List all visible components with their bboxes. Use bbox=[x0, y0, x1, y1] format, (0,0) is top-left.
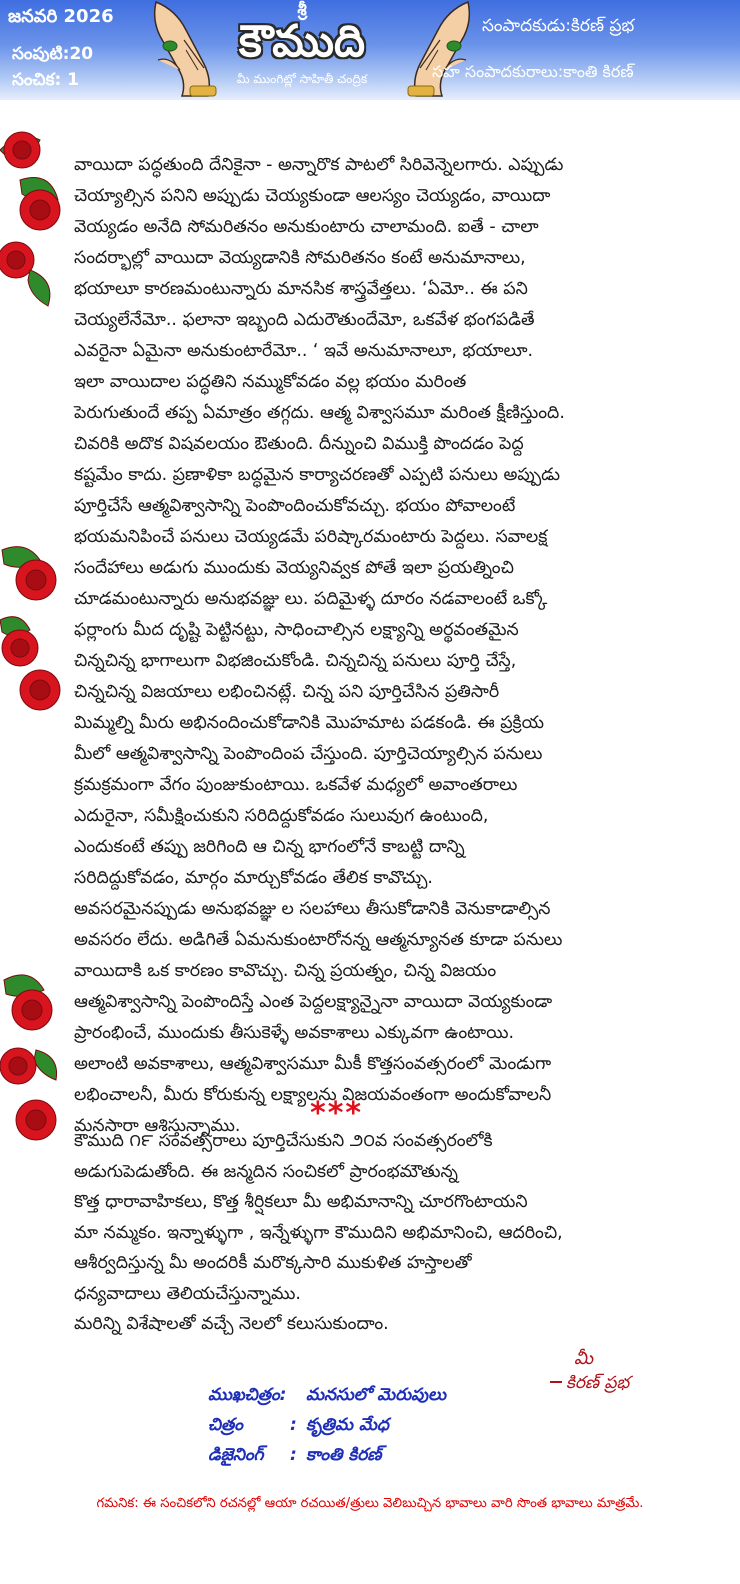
disclaimer-note: గమనిక: ఈ సంచికలోని రచనల్లో ఆయా రచయిత/త్రులు వెలిబుచ్చిన భావాలు వారి సొంత భావాలు మాత్రమే. bbox=[96, 1496, 644, 1511]
text-line: కౌముది ౧౯ సంవత్సరాలు పూర్తిచేసుకుని ౨౦వ సంవత్సరంలోకి bbox=[74, 1131, 493, 1151]
logo-sri: శ్రీ bbox=[297, 0, 307, 20]
text-line: సరిదిద్దుకోవడం, మార్గం మార్చుకోవడం తేలిక కావొచ్చు. bbox=[74, 868, 433, 888]
red-roses-decoration bbox=[0, 110, 62, 310]
text-line: అవసరమైనప్పుడు అనుభవజ్ఞు ల సలహాలు తీసుకోడానికి వెనుకాడాల్సిన bbox=[74, 899, 551, 919]
text-line: ఇలా వాయిదాల పద్ధతిని నమ్ముకోవడం వల్ల భయం మరింత bbox=[74, 372, 467, 392]
text-line: వాయిదా పద్ధతుంది దేనికైనా - అన్నారొక పాటలో సిరివెన్నెలగారు. ఎప్పుడు bbox=[74, 155, 564, 175]
text-line: మిమ్మల్ని మీరు అభినందించుకోడానికి మొహమాట పడకండి. ఈ ప్రక్రియ bbox=[74, 713, 545, 733]
red-roses-decoration bbox=[0, 540, 62, 720]
text-line: అలాంటి అవకాశాలు, ఆత్మవిశ్వాసమూ మీకీ కొత్తసంవత్సరంలో మెండుగా bbox=[74, 1054, 552, 1074]
credit-row bbox=[208, 1380, 446, 1410]
text-line: ధన్యవాదాలు తెలియచేస్తున్నాము. bbox=[74, 1283, 301, 1304]
signature-line-1: మీ bbox=[574, 1348, 594, 1369]
credit-label: ముఖచిత్రం: bbox=[208, 1385, 287, 1405]
credit-value: కృత్రిమ మేధ bbox=[306, 1415, 389, 1435]
credit-label: చిత్రం bbox=[208, 1415, 243, 1435]
text-line: సందేహాలు అడుగు ముందుకు వెయ్యనివ్వక పోతే ఇలా ప్రయత్నించి bbox=[74, 558, 514, 578]
credit-value: మనసులో మెరుపులు bbox=[306, 1385, 446, 1405]
credit-row bbox=[208, 1440, 446, 1470]
text-line: పెరుగుతుందే తప్ప ఏమాత్రం తగ్గదు. ఆత్మ విశ్వాసమూ మరింత క్షీణిస్తుంది. bbox=[74, 403, 565, 423]
editorial-paragraph-2 bbox=[74, 1126, 736, 1340]
text-line: మరిన్ని విశేషాలతో వచ్చే నెలలో కలుసుకుందాం. bbox=[74, 1314, 389, 1334]
text-line: మనసారా ఆశిస్తున్నాము. bbox=[74, 1116, 241, 1136]
text-line: చెయ్యలేనేమో.. ఫలానా ఇబ్బంది ఎదురౌతుందేమో, ఒకవేళ భంగపడితే bbox=[74, 310, 535, 330]
text-line: చెయ్యాల్సిన పనిని అప్పుడు చెయ్యకుండా ఆలస్యం చెయ్యడం, వాయిదా bbox=[74, 186, 551, 206]
magazine-header bbox=[0, 0, 740, 100]
text-line: సందర్భాల్లో వాయిదా వెయ్యడానికి సోమరితనం కంటే అనుమానాలు, bbox=[74, 248, 526, 268]
text-line: భయమనిపించే పనులు చెయ్యడమే పరిష్కారమంటారు పెద్దలు. సవాలక్ష bbox=[74, 527, 548, 547]
text-line: ఎవరైనా ఏమైనా అనుకుంటారేమో.. ‘ ఇవే అనుమానాలూ, భయాలూ. bbox=[74, 341, 533, 361]
text-line: కష్టమేం కాదు. ప్రణాళికా బద్ధమైన కార్యాచరణతో ఎప్పటి పనులు అప్పుడు bbox=[74, 465, 561, 485]
text-line: ఎదురైనా, సమీక్షించుకుని సరిదిద్దుకోవడం సులువుగ ఉంటుంది, bbox=[74, 806, 489, 826]
text-line: అవసరం లేదు. అడిగితే ఏమనుకుంటారోనన్న ఆత్మన్యూనత కూడా పనులు bbox=[74, 930, 563, 950]
text-line: క్రమక్రమంగా వేగం పుంజుకుంటాయి. ఒకవేళ మధ్యలో అవాంతరాలు bbox=[74, 775, 518, 795]
praying-hands-right-icon bbox=[398, 0, 478, 100]
credit-label: డిజైనింగ్ bbox=[208, 1445, 264, 1465]
credit-row bbox=[208, 1410, 446, 1440]
text-line: ఫర్లాంగు మీద దృష్టి పెట్టినట్టు, సాధించాల్సిన లక్ష్యాన్ని అర్థవంతమైన bbox=[74, 620, 519, 640]
text-line: ప్రారంభించే, ముందుకు తీసుకెళ్ళే అవకాశాలు ఎక్కువగా ఉంటాయి. bbox=[74, 1023, 515, 1043]
text-line: పూర్తిచేసే ఆత్మవిశ్వాసాన్ని పెంపొందించుకోవచ్చు. భయం పోవాలంటే bbox=[74, 496, 516, 516]
credit-separator: : bbox=[290, 1415, 297, 1435]
text-line: అడుగుపెడుతోంది. ఈ జన్మదిన సంచికలో ప్రారంభమౌతున్న bbox=[74, 1161, 458, 1182]
text-line: చిన్నచిన్న భాగాలుగా విభజించుకోండి. చిన్నచిన్న పనులు పూర్తి చేస్తే, bbox=[74, 651, 517, 671]
text-line: మీలో ఆత్మవిశ్వాసాన్ని పెంపొందింప చేస్తుంది. పూర్తిచెయ్యాల్సిన పనులు bbox=[74, 744, 543, 764]
logo-tagline: మీ ముంగిట్లో సాహితీ చంద్రిక bbox=[236, 72, 368, 86]
issue-number: సంచిక: 1 bbox=[12, 70, 79, 90]
text-line: ఎందుకంటే తప్పు జరిగింది ఆ చిన్న భాగంలోనే కాబట్టి దాన్ని bbox=[74, 837, 465, 857]
credit-value: కాంతి కిరణ్ bbox=[306, 1445, 382, 1465]
editor-credit: సంపాదకుడు:కిరణ్ ప్రభ bbox=[482, 16, 635, 36]
logo-title: కౌముది bbox=[238, 16, 366, 67]
section-separator: *** bbox=[310, 1096, 364, 1131]
issue-credits bbox=[208, 1380, 446, 1470]
signature-line-2: కిరణ్ ప్రభ bbox=[566, 1373, 630, 1393]
text-line: చూడమంటున్నారు అనుభవజ్ఞు లు. పదిమైళ్ళ దూరం నడవాలంటే ఒక్కో bbox=[74, 589, 548, 609]
text-line: కొత్త ధారావాహికలు, కొత్త శీర్షికలూ మీ అభిమానాన్ని చూరగొంటాయని bbox=[74, 1192, 528, 1212]
text-line: వాయిదాకి ఒక కారణం కావొచ్చు. చిన్న ప్రయత్నం, చిన్న విజయం bbox=[74, 961, 497, 981]
editor-signature bbox=[548, 1342, 688, 1402]
text-line: వెయ్యడం అనేది సోమరితనం అనుకుంటారు చాలామంది. ఐతే - చాలా bbox=[74, 217, 539, 237]
text-line: చివరికి అదొక విషవలయం ఔతుంది. దీన్నుంచి విముక్తి పొందడం పెద్ద bbox=[74, 434, 524, 454]
text-line: భయాలూ కారణమంటున్నారు మానసిక శాస్త్రవేత్తలు. ‘ఏమో.. ఈ పని bbox=[74, 279, 528, 299]
text-line: లభించాలనీ, మీరు కోరుకున్న లక్ష్యాలను విజయవంతంగా అందుకోవాలనీ bbox=[74, 1085, 552, 1105]
credit-separator: : bbox=[290, 1445, 297, 1465]
issue-date: జనవరి 2026 bbox=[8, 6, 114, 27]
text-line: మా నమ్మకం. ఇన్నాళ్ళుగా , ఇన్నేళ్ళుగా కౌముదిని అభిమానించి, ఆదరించి, bbox=[74, 1222, 563, 1243]
text-line: ఆశీర్వదిస్తున్న మీ అందరికీ మరొక్కసారి ముకుళిత హస్తాలతో bbox=[74, 1253, 472, 1273]
volume-number: సంపుటి:20 bbox=[12, 44, 94, 64]
red-roses-decoration bbox=[0, 960, 62, 1160]
text-line: ఆత్మవిశ్వాసాన్ని పెంపొందిస్తే ఎంత పెద్దలక్ష్యాన్నైనా వాయిదా వెయ్యకుండా bbox=[74, 992, 553, 1012]
editorial-paragraph-1 bbox=[74, 150, 736, 1142]
co-editor-credit: సహ సంపాదకురాలు:కాంతి కిరణ్ bbox=[432, 62, 634, 81]
text-line: చిన్నచిన్న విజయాలు లభించినట్లే. చిన్న పని పూర్తిచేసిన ప్రతిసారీ bbox=[74, 682, 500, 702]
